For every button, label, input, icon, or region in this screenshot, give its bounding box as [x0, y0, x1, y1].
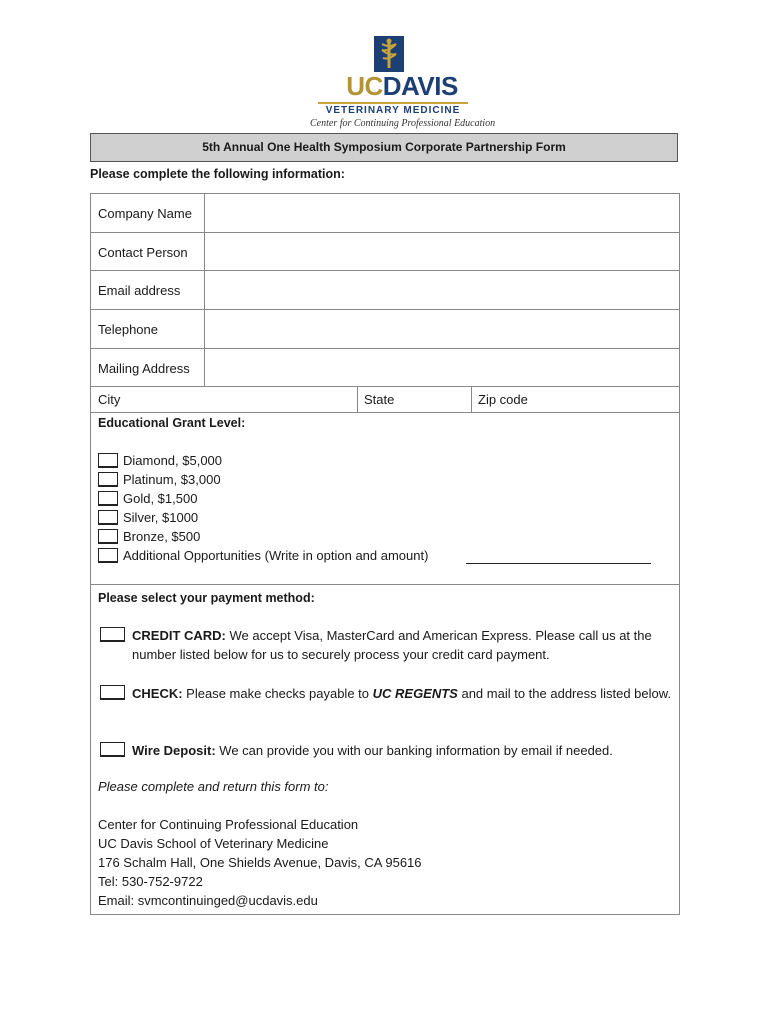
telephone-label: Telephone	[98, 322, 158, 337]
company-name-input[interactable]	[210, 200, 676, 228]
state-input[interactable]	[402, 390, 470, 410]
mailing-address-label: Mailing Address	[98, 361, 190, 376]
zip-code-input[interactable]	[536, 390, 678, 410]
credit-card-label: CREDIT CARD:	[132, 628, 226, 643]
grant-checkbox[interactable]	[98, 510, 118, 525]
return-address-line: UC Davis School of Veterinary Medicine	[98, 836, 329, 851]
grant-checkbox[interactable]	[98, 472, 118, 487]
email-address-label: Email address	[98, 283, 181, 298]
credit-card-checkbox[interactable]	[100, 627, 125, 642]
logo-school: VETERINARY MEDICINE	[325, 105, 461, 116]
return-email: Email: svmcontinuinged@ucdavis.edu	[98, 893, 318, 908]
check-label: CHECK:	[132, 686, 183, 701]
grant-option-label: Platinum, $3,000	[123, 472, 221, 487]
column-divider	[471, 386, 472, 412]
grant-option-label: Additional Opportunities (Write in option and amount)	[123, 548, 429, 563]
zip-code-label: Zip code	[478, 392, 528, 407]
check-payee: UC REGENTS	[372, 686, 458, 701]
column-divider	[204, 193, 205, 386]
contact-person-label: Contact Person	[98, 245, 188, 260]
form-instructions: Please complete the following information:	[90, 167, 345, 181]
row-divider	[90, 232, 680, 233]
check-checkbox[interactable]	[100, 685, 125, 700]
payment-method-title: Please select your payment method:	[98, 591, 315, 605]
grant-option-label: Silver, $1000	[123, 510, 199, 525]
grant-level-title: Educational Grant Level:	[98, 416, 246, 430]
grant-checkbox[interactable]	[98, 453, 118, 468]
logo-subtitle: Center for Continuing Professional Education	[310, 118, 496, 129]
grant-option-label: Gold, $1,500	[123, 491, 198, 506]
grant-option-label: Diamond, $5,000	[123, 453, 223, 468]
row-divider	[90, 412, 680, 413]
additional-write-in-line[interactable]	[466, 563, 651, 564]
state-label: State	[364, 392, 395, 407]
return-address-line: 176 Schalm Hall, One Shields Avenue, Davis, CA 95616	[98, 855, 422, 870]
wire-deposit-label: Wire Deposit:	[132, 743, 216, 758]
check-text-after: and mail to the address listed below.	[457, 686, 672, 701]
check-option	[132, 684, 672, 703]
form-title: 5th Annual One Health Symposium Corporate Partnership Form	[90, 133, 678, 162]
row-divider	[90, 348, 680, 349]
wire-deposit-checkbox[interactable]	[100, 742, 125, 757]
return-phone: Tel: 530-752-9722	[98, 874, 203, 889]
wire-deposit-option	[132, 741, 672, 760]
check-text-before: Please make checks payable to	[182, 686, 373, 701]
city-label: City	[98, 392, 121, 407]
grant-checkbox[interactable]	[98, 491, 118, 506]
return-address-line: Center for Continuing Professional Education	[98, 817, 359, 832]
grant-checkbox[interactable]	[98, 548, 118, 563]
credit-card-option	[132, 626, 672, 664]
city-input[interactable]	[128, 390, 356, 410]
email-address-input[interactable]	[210, 277, 676, 305]
section-divider	[90, 584, 680, 585]
column-divider	[357, 386, 358, 412]
caduceus-shield-icon	[374, 36, 404, 72]
grant-checkbox[interactable]	[98, 529, 118, 544]
wire-deposit-text: We can provide you with our banking information by email if needed.	[215, 743, 613, 758]
row-divider	[90, 386, 680, 387]
return-heading: Please complete and return this form to:	[98, 779, 329, 794]
mailing-address-input[interactable]	[210, 354, 676, 382]
company-name-label: Company Name	[98, 206, 192, 221]
row-divider	[90, 270, 680, 271]
credit-card-text: We accept Visa, MasterCard and American Express. Please call us at the number listed below for us to securely process your credit card payment.	[132, 628, 652, 662]
logo-wordmark: UCDAVIS	[346, 71, 458, 101]
grant-option-label: Bronze, $500	[123, 529, 201, 544]
ucdavis-logo	[310, 36, 496, 129]
row-divider	[90, 309, 680, 310]
contact-person-input[interactable]	[210, 238, 676, 266]
telephone-input[interactable]	[210, 316, 676, 344]
